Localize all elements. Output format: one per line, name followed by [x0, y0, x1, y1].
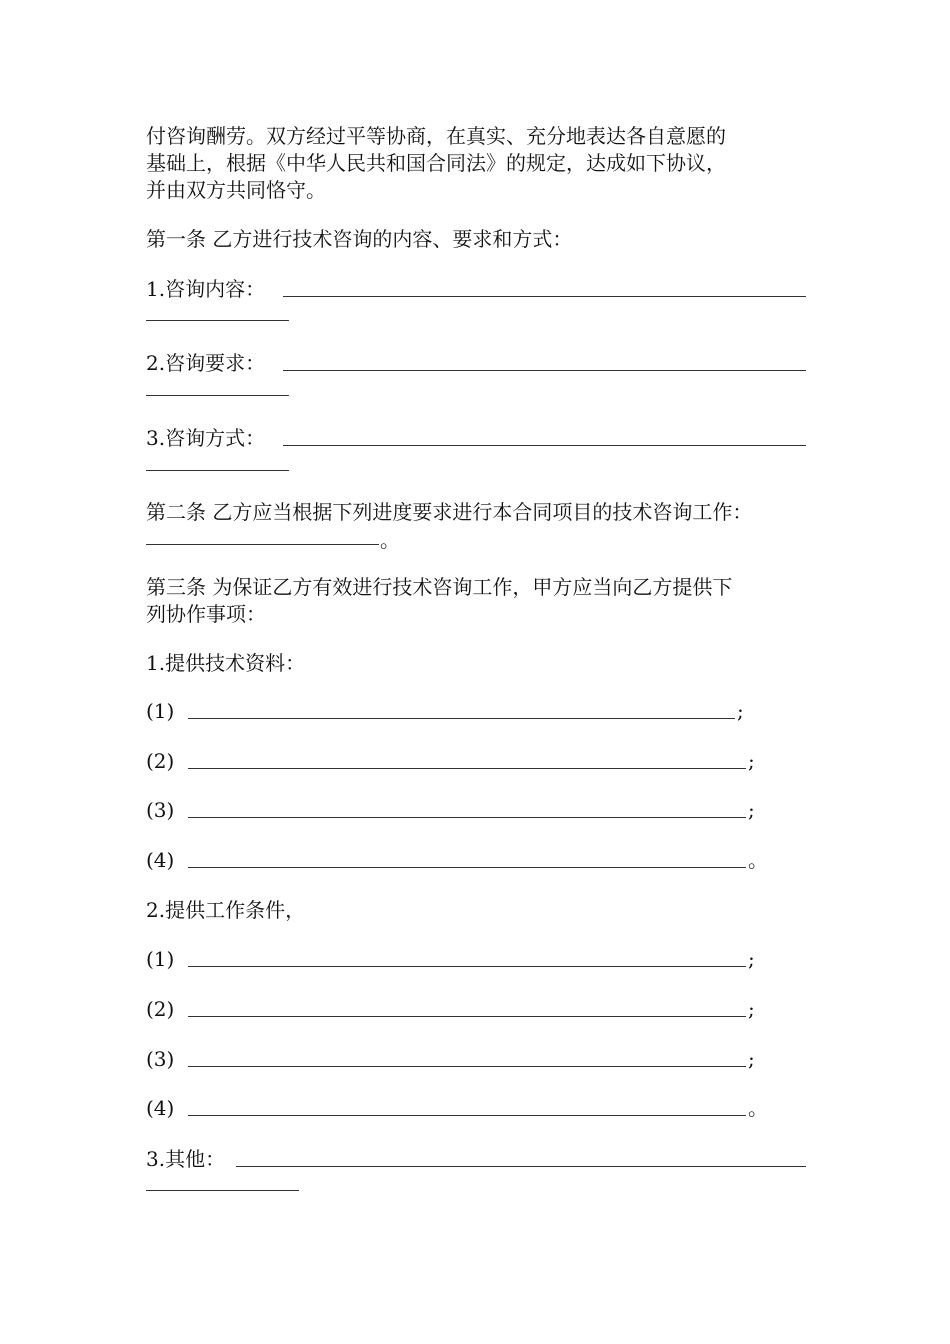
other-blank-1[interactable]: [236, 1166, 806, 1167]
consult-content-blank-1[interactable]: [283, 296, 806, 297]
work-conditions-item-3-num: (3): [146, 1047, 175, 1071]
intro-line-2: 基础上，根据《中华人民共和国合同法》的规定，达成如下协议，: [146, 151, 726, 175]
work-conditions-item-2-blank[interactable]: [188, 1016, 746, 1017]
tech-materials-item-4-blank[interactable]: [188, 867, 746, 868]
tech-materials-item-1-end: ;: [737, 699, 744, 723]
work-conditions-item-4-blank[interactable]: [188, 1115, 746, 1116]
work-conditions-item-4-end: 。: [748, 1096, 768, 1120]
article-3-title-line-1: 第三条 为保证乙方有效进行技术咨询工作，甲方应当向乙方提供下: [146, 575, 733, 599]
tech-materials-item-4-num: (4): [146, 848, 175, 872]
consult-method-blank-2[interactable]: [146, 470, 289, 471]
tech-materials-item-1-blank[interactable]: [188, 718, 735, 719]
consult-content-blank-2[interactable]: [146, 320, 289, 321]
work-conditions-item-2-end: ;: [748, 997, 755, 1021]
tech-materials-item-4-end: 。: [748, 848, 768, 872]
tech-materials-item-2-num: (2): [146, 749, 175, 773]
work-conditions-label: 2.提供工作条件，: [146, 898, 306, 922]
consult-requirement-label: 2.咨询要求：: [146, 351, 266, 375]
tech-materials-item-3-end: ;: [748, 798, 755, 822]
other-label: 3.其他：: [146, 1147, 226, 1171]
article-1-title: 第一条 乙方进行技术咨询的内容、要求和方式：: [146, 227, 573, 251]
article-3-title-line-2: 列协作事项：: [146, 602, 266, 626]
consult-method-blank-1[interactable]: [283, 445, 806, 446]
other-blank-2[interactable]: [146, 1190, 299, 1191]
work-conditions-item-1-blank[interactable]: [188, 966, 746, 967]
tech-materials-item-3-num: (3): [146, 798, 175, 822]
work-conditions-item-1-end: ;: [748, 947, 755, 971]
work-conditions-item-3-blank[interactable]: [188, 1066, 746, 1067]
intro-line-1: 付咨询酬劳。双方经过平等协商，在真实、充分地表达各自意愿的: [146, 124, 726, 148]
work-conditions-item-1-num: (1): [146, 947, 175, 971]
consult-requirement-blank-2[interactable]: [146, 395, 289, 396]
tech-materials-item-1-num: (1): [146, 699, 175, 723]
tech-materials-label: 1.提供技术资料：: [146, 651, 306, 675]
tech-materials-item-2-end: ;: [748, 749, 755, 773]
work-conditions-item-3-end: ;: [748, 1047, 755, 1071]
consult-content-label: 1.咨询内容：: [146, 277, 266, 301]
tech-materials-item-3-blank[interactable]: [188, 817, 746, 818]
tech-materials-item-2-blank[interactable]: [188, 768, 746, 769]
consult-method-label: 3.咨询方式：: [146, 426, 266, 450]
schedule-end-mark: 。: [380, 528, 400, 552]
article-2-title: 第二条 乙方应当根据下列进度要求进行本合同项目的技术咨询工作：: [146, 500, 753, 524]
schedule-blank[interactable]: [146, 544, 379, 545]
intro-line-3: 并由双方共同恪守。: [146, 178, 326, 202]
work-conditions-item-2-num: (2): [146, 997, 175, 1021]
work-conditions-item-4-num: (4): [146, 1096, 175, 1120]
consult-requirement-blank-1[interactable]: [283, 370, 806, 371]
